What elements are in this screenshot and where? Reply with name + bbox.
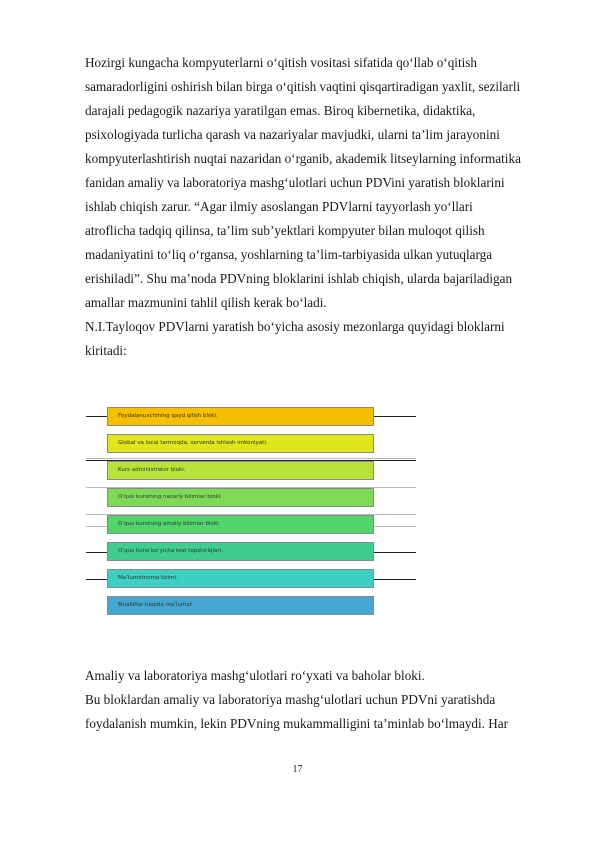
text-line: kiritadi: xyxy=(85,343,127,358)
text-line: erishiladi”. Shu ma’noda PDVning bloklarini ishlab chiqish, ularda bajariladigan xyxy=(85,271,513,286)
figure-divider xyxy=(86,458,416,459)
figure-block: Mualliflar haqida ma’lumot. xyxy=(107,596,374,615)
text-line: Bu bloklardan amaliy va laboratoriya mashg‘ulotlari uchun PDVni yaratishda xyxy=(85,692,496,707)
text-line: madaniyatini to‘liq o‘rgansa, yoshlarning ta’lim-tarbiyasida ulkan yutuqlarga xyxy=(85,247,493,262)
figure-block: Global va local tarmoqda, serverda ishlash imkoniyati. xyxy=(107,434,374,453)
text-line: ishlab chiqish zarur. “Agar ilmiy asoslangan PDVlarni tayyorlash yo‘llari xyxy=(85,199,473,214)
criteria-paragraph xyxy=(85,315,555,363)
figure-block: Foydalanuvchining qayd qilish bloki. xyxy=(107,407,374,426)
text-line: darajali pedagogik nazariya yaratilgan emas. Biroq kibernetika, didaktika, xyxy=(85,103,476,118)
conclusion-paragraph xyxy=(85,688,555,736)
text-line: fanidan amaliy va laboratoriya mashg‘ulotlari uchun PDVini yaratish bloklarini xyxy=(85,175,505,190)
text-line: samaradorligini oshirish bilan birga o‘qitish vaqtini qisqartiradigan yaxlit, sezilarli xyxy=(85,79,521,94)
text-line: N.I.Tayloqov PDVlarni yaratish bo‘yicha asosiy mezonlarga quyidagi bloklarni xyxy=(85,319,505,334)
text-line: Hozirgi kungacha kompyuterlarni o‘qitish vositasi sifatida qo‘llab o‘qitish xyxy=(85,55,478,70)
text-line: psixologiyada turlicha qarash va nazariyalar mavjudki, ularni ta’lim jarayonini xyxy=(85,127,500,142)
figure-block: O‘quv kursining nazariy bilimlar bloki. xyxy=(107,488,374,507)
text-line: atroflicha tadqiq qilinsa, ta’lim sub’yektlari kompyuter bilan muloqot qilish xyxy=(85,223,485,238)
text-line: amallar mazmunini tahlil qilish kerak bo‘ladi. xyxy=(85,295,327,310)
figure-caption-paragraph xyxy=(85,664,555,688)
figure-block: O‘quv kursi bo‘yicha test topshiriqlari. xyxy=(107,542,374,561)
pdv-blocks-figure xyxy=(86,402,416,624)
text-line: Amaliy va laboratoriya mashg‘ulotlari ro‘yxati va baholar bloki. xyxy=(85,668,425,683)
figure-block: Kurs administrator bloki. xyxy=(107,461,374,480)
figure-block: O‘quv kursining amaliy bilimlar bloki. xyxy=(107,515,374,534)
page-number: 17 xyxy=(292,764,303,775)
intro-paragraph xyxy=(85,51,555,315)
figure-block: Ma’lumotnoma tizimi. xyxy=(107,569,374,588)
text-line: foydalanish mumkin, lekin PDVning mukammalligini ta’minlab bo‘lmaydi. Har xyxy=(85,716,509,731)
text-line: kompyuterlashtirish nuqtai nazaridan o‘rganib, akademik litseylarning informatika xyxy=(85,151,521,166)
